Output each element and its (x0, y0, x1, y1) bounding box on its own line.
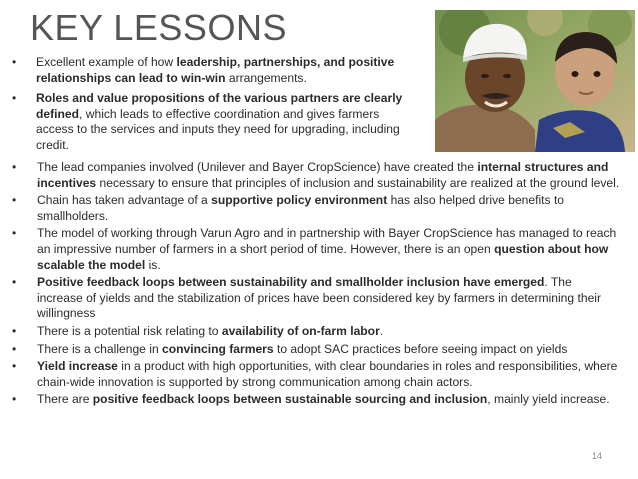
bullet-icon: • (12, 323, 17, 338)
photo-illustration (435, 10, 635, 152)
text: The lead companies involved (Unilever and Bayer CropScience) have created the (37, 160, 478, 174)
bullet-icon: • (12, 275, 17, 290)
text: , mainly yield increase. (487, 392, 610, 407)
bold-text: Roles and value propositions of the various partners are clearly defined (36, 91, 403, 121)
text: , which leads to effective coordination and gives farmers access to the services and inputs they need for upgrading, including credit. (36, 106, 400, 152)
text: is. (145, 257, 161, 272)
text: There is a potential risk relating to (37, 323, 222, 338)
text: Chain has taken advantage of a (37, 193, 212, 208)
list-item-text (37, 392, 610, 406)
list-item-text (37, 275, 601, 320)
bold-text: convincing farmers (162, 341, 274, 356)
list-item (8, 275, 620, 322)
bold-text: supportive policy environment (211, 193, 388, 208)
text: The model of working through Varun Agro and in partnership with Bayer CropScience has managed to reach an impressive number of farmers in a short period of time. However, there is an open (37, 226, 617, 256)
list-item-text (37, 342, 567, 356)
bold-text: positive feedback loops between sustainable sourcing and inclusion (92, 392, 488, 407)
list-item (8, 392, 620, 408)
list-item-text (36, 55, 394, 85)
text: in a product with high opportunities, with clear boundaries in roles and responsibilities, where chain-wide innovation is supported by strong communication among chain actors. (37, 359, 618, 389)
bullet-icon: • (12, 226, 17, 241)
text: There is a challenge in (37, 341, 163, 356)
list-item (8, 324, 620, 340)
list-item-text (37, 359, 617, 389)
text: to adopt SAC practices before seeing impact on yields (273, 341, 568, 356)
list-item (8, 226, 620, 273)
bold-text: Yield increase (37, 359, 118, 374)
list-item (8, 91, 420, 153)
bullet-icon: • (12, 55, 17, 69)
main-bullet-list (8, 160, 620, 410)
list-item-text (36, 91, 402, 152)
slide-title: KEY LESSONS (30, 7, 287, 48)
list-item-text (37, 160, 619, 190)
list-item (8, 55, 420, 86)
bold-text: Positive feedback loops between sustainability and smallholder inclusion have emerged (37, 275, 545, 290)
bullet-icon: • (12, 160, 17, 174)
text: . The increase of yields and the stabilization of prices have been considered key by farmers in determining their willingness (37, 275, 602, 321)
list-item (8, 359, 620, 390)
page-number: 14 (592, 451, 603, 461)
text: There are (37, 392, 93, 407)
list-item (8, 160, 620, 191)
bullet-icon: • (12, 91, 17, 106)
bullet-icon: • (12, 392, 17, 407)
text: Excellent example of how (36, 55, 177, 69)
top-bullet-list (8, 55, 420, 159)
text: . (379, 323, 384, 338)
text: has also helped drive benefits to smallholders. (37, 193, 565, 223)
bullet-icon: • (12, 341, 17, 356)
bold-text: availability of on-farm labor (221, 323, 380, 338)
list-item-text (37, 193, 564, 223)
list-item-text (37, 324, 383, 338)
bullet-icon: • (12, 359, 17, 374)
bold-text: question about how scalable the model (37, 241, 609, 272)
bold-text: internal structures and incentives (37, 160, 609, 190)
farmer-with-child-photo (435, 10, 635, 152)
bold-text: leadership, partnerships, and positive relationships can lead to win-win (36, 55, 395, 85)
list-item (8, 342, 620, 358)
text: necessary to ensure that principles of inclusion and sustainability are realized at the ground level. (96, 175, 620, 190)
bullet-icon: • (12, 193, 17, 208)
list-item (8, 193, 620, 224)
list-item-text (37, 226, 616, 271)
text: arrangements. (225, 70, 307, 85)
